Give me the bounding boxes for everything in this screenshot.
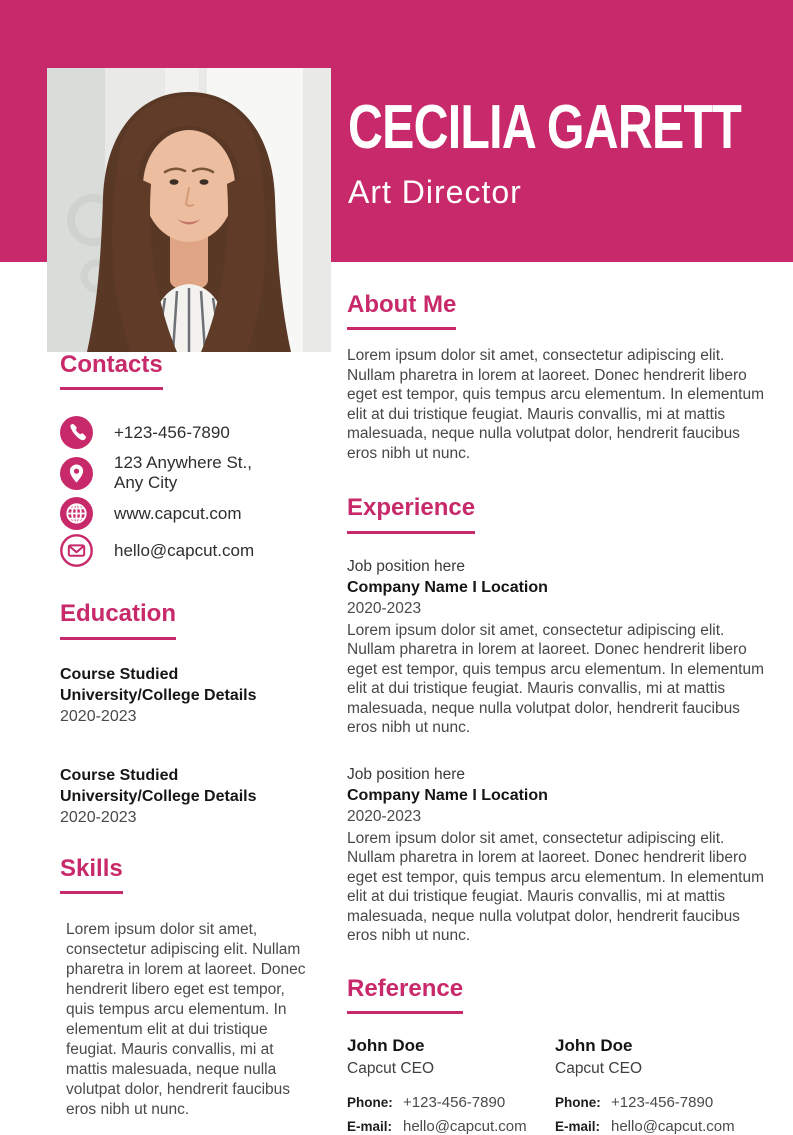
experience-heading: Experience xyxy=(347,495,475,533)
education-entry xyxy=(60,765,315,828)
portrait-illustration xyxy=(47,68,331,352)
contact-row-website xyxy=(60,497,315,530)
job-position: Job position here xyxy=(347,557,466,575)
contact-row-email xyxy=(60,534,315,567)
skills-text: Lorem ipsum dolor sit amet, consectetur adipiscing elit. Nullam pharetra in lorem at laoreet. Donec hendrerit libero eget est tempor, quis tempus arcu elementum. In elementum elit at dui tristique feugiat. Mauris convallis, mi at mattis malesuada, neque nulla volutpat dolor, hendrerit faucibus eros nibh ut nunc. xyxy=(66,921,306,1119)
contact-row-address xyxy=(60,453,315,493)
job-description: Lorem ipsum dolor sit amet, consectetur adipiscing elit. Nullam pharetra in lorem at laoreet. Donec hendrerit libero eget est tempor, quis tempus arcu elementum. In elementum elit at dui tristique feugiat. Mauris convallis, mi at mattis malesuada, neque nulla volutpat dolor, hendrerit faucibus eros nibh ut nunc. xyxy=(347,829,764,945)
about-section xyxy=(347,292,765,463)
reference-person xyxy=(347,1036,555,1135)
reference-email-row xyxy=(555,1118,765,1135)
job-position: Job position here xyxy=(347,765,466,783)
education-section xyxy=(60,601,315,827)
contact-email: hello@capcut.com xyxy=(114,540,255,560)
profile-photo xyxy=(47,68,331,352)
about-text: Lorem ipsum dolor sit amet, consectetur adipiscing elit. Nullam pharetra in lorem at laoreet. Donec hendrerit libero eget est tempor, quis tempus arcu elementum. In elementum elit at dui tristique feugiat. Mauris convallis, mi at mattis malesuada, neque nulla volutpat dolor, hendrerit faucibus eros nibh ut nunc. xyxy=(347,347,764,462)
education-school: University/College Details xyxy=(60,787,257,805)
reference-email: hello@capcut.com xyxy=(403,1118,527,1135)
reference-phone-row xyxy=(347,1094,555,1111)
job-years: 2020-2023 xyxy=(347,807,422,825)
job-company: Company Name I Location xyxy=(347,578,548,596)
email-label: E-mail: xyxy=(555,1119,601,1135)
contact-list xyxy=(60,416,315,567)
reference-email-row xyxy=(347,1118,555,1135)
education-years: 2020-2023 xyxy=(60,808,137,826)
contact-address xyxy=(114,453,252,493)
reference-role: Capcut CEO xyxy=(555,1060,643,1078)
skills-heading: Skills xyxy=(60,856,123,894)
reference-phone: +123-456-7890 xyxy=(611,1094,714,1112)
job-years: 2020-2023 xyxy=(347,599,422,617)
education-entry xyxy=(60,664,315,727)
contacts-section xyxy=(60,352,315,567)
reference-person xyxy=(555,1036,765,1135)
reference-phone-row xyxy=(555,1094,765,1111)
contact-row-phone xyxy=(60,416,315,449)
main-column xyxy=(347,292,765,1135)
phone-icon xyxy=(60,416,93,449)
email-icon xyxy=(60,534,93,567)
education-school: University/College Details xyxy=(60,686,257,704)
email-label: E-mail: xyxy=(347,1119,393,1135)
education-heading: Education xyxy=(60,601,176,639)
skills-section xyxy=(60,856,315,1120)
reference-phone: +123-456-7890 xyxy=(403,1094,506,1112)
contact-website: www.capcut.com xyxy=(114,503,242,523)
phone-label: Phone: xyxy=(555,1095,601,1111)
contacts-heading: Contacts xyxy=(60,352,163,390)
reference-email: hello@capcut.com xyxy=(611,1118,735,1135)
education-years: 2020-2023 xyxy=(60,707,137,725)
experience-entry xyxy=(347,556,765,738)
contact-address-line1: 123 Anywhere St., xyxy=(114,453,252,473)
contact-phone: +123-456-7890 xyxy=(114,422,230,442)
job-company: Company Name I Location xyxy=(347,786,548,804)
job-title: Art Director xyxy=(348,174,522,210)
reference-contact xyxy=(555,1094,765,1135)
reference-grid xyxy=(347,1036,765,1135)
experience-section xyxy=(347,495,765,945)
sidebar xyxy=(60,352,315,1120)
reference-name: John Doe xyxy=(555,1036,633,1056)
header-text-block xyxy=(348,93,778,211)
experience-entry xyxy=(347,764,765,946)
globe-icon xyxy=(60,497,93,530)
location-icon xyxy=(60,457,93,490)
job-description: Lorem ipsum dolor sit amet, consectetur adipiscing elit. Nullam pharetra in lorem at laoreet. Donec hendrerit libero eget est tempor, quis tempus arcu elementum. In elementum elit at dui tristique feugiat. Mauris convallis, mi at mattis malesuada, neque nulla volutpat dolor, hendrerit faucibus eros nibh ut nunc. xyxy=(347,621,764,737)
education-course: Course Studied xyxy=(60,766,179,784)
reference-name: John Doe xyxy=(347,1036,425,1056)
reference-contact xyxy=(347,1094,555,1135)
phone-label: Phone: xyxy=(347,1095,393,1111)
reference-heading: Reference xyxy=(347,976,463,1014)
contact-address-line2: Any City xyxy=(114,473,178,493)
education-course: Course Studied xyxy=(60,665,179,683)
reference-role: Capcut CEO xyxy=(347,1060,435,1078)
about-heading: About Me xyxy=(347,292,456,330)
page-title: CECILIA GARETT xyxy=(348,93,741,162)
reference-section xyxy=(347,976,765,1135)
